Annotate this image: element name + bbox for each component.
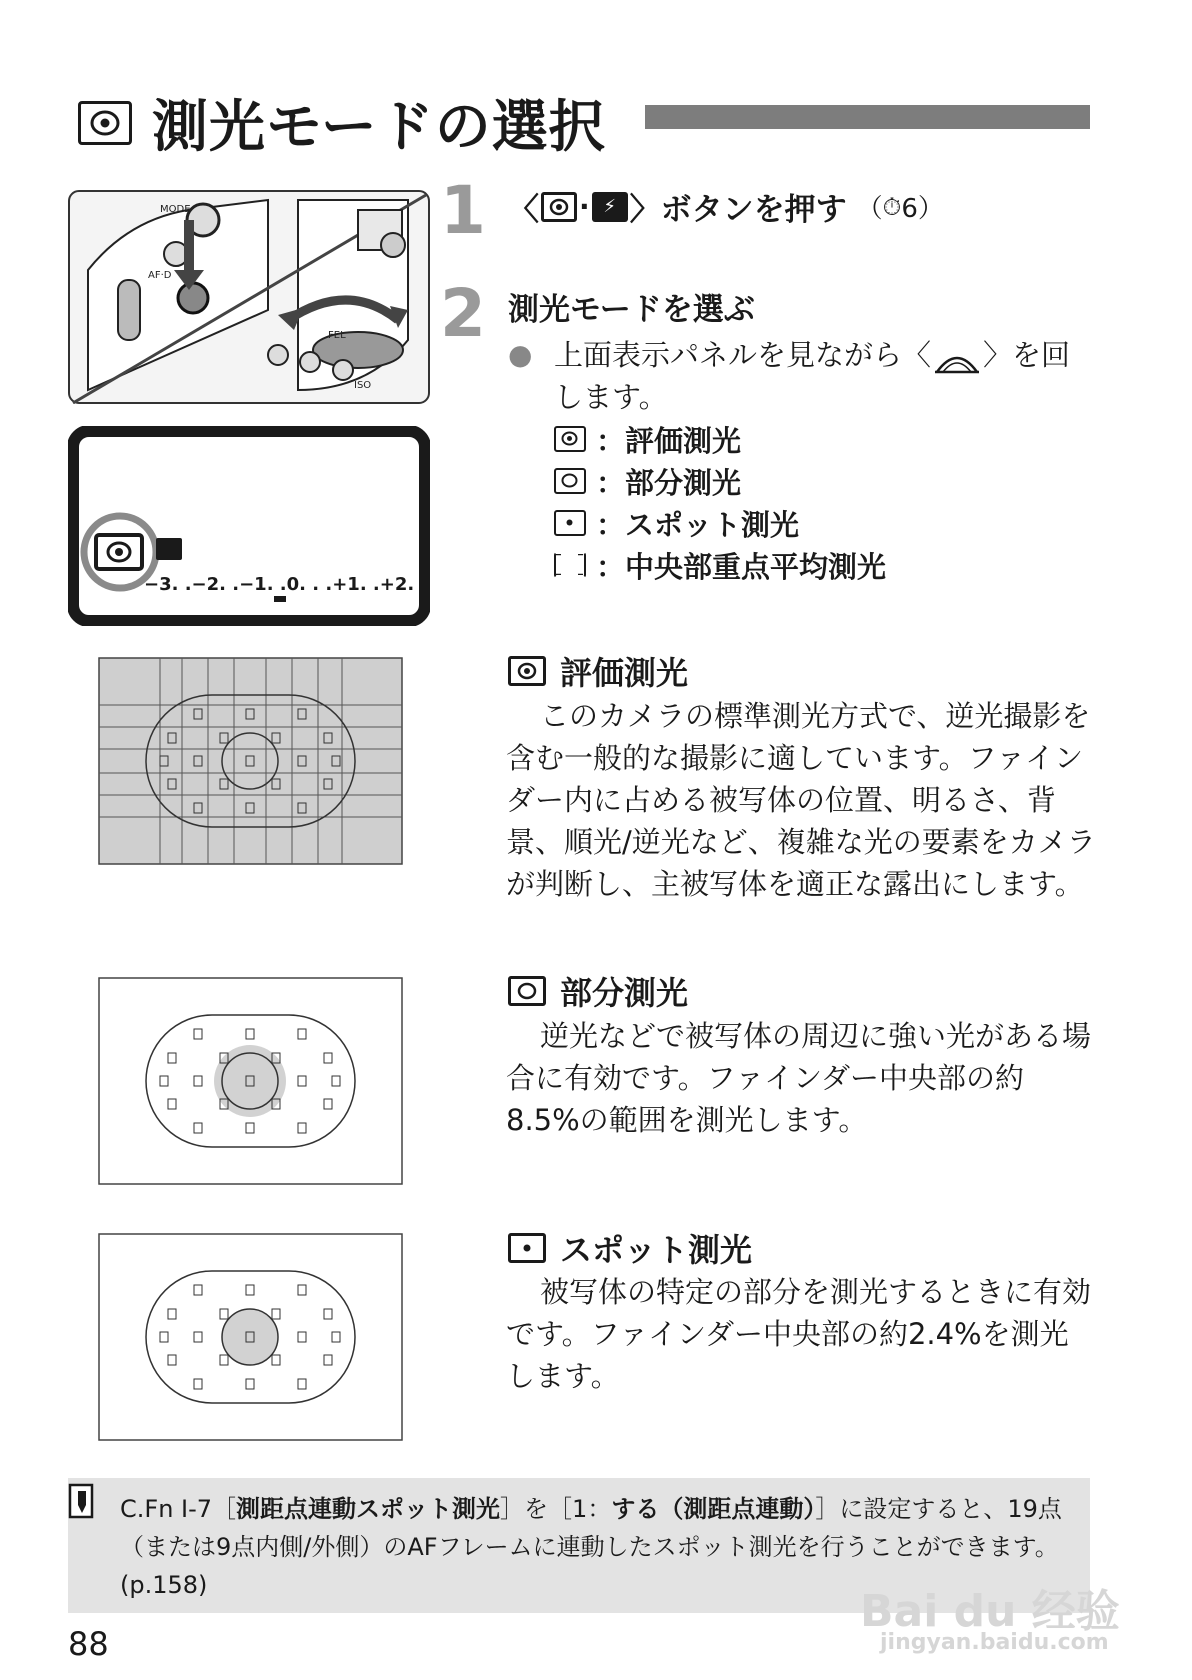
spot-metering-diagram (98, 1233, 403, 1441)
metering-mode-list (554, 418, 886, 586)
watermark-brand: Bai du 经验 (860, 1586, 1120, 1637)
section-spot-heading: スポット測光 (508, 1225, 752, 1271)
timer-icon: ⏱ (882, 192, 902, 221)
section-spot-text: 被写体の特定の部分を測光するときに有効です。ファインダー中央部の約2.4%を測光します。 (506, 1275, 1092, 1393)
mode-partial: ：部分測光 (554, 460, 886, 502)
note-pencil-icon (68, 1483, 100, 1521)
fel-label: FEL (328, 330, 346, 341)
step-1-number: 1 (440, 172, 486, 249)
lcd-panel-illustration (68, 426, 430, 626)
spot-metering-icon (554, 510, 586, 536)
bullet-icon: ● (508, 338, 533, 371)
section-partial-heading: 部分測光 (508, 968, 688, 1014)
afd-label: AF·D (148, 270, 172, 281)
partial-metering-icon (508, 976, 546, 1006)
page-title-row (78, 88, 606, 158)
evaluative-metering-icon (554, 426, 586, 452)
mode-evaluative: ：評価測光 (554, 418, 886, 460)
center-weighted-metering-icon (554, 552, 586, 578)
evaluative-metering-icon (508, 656, 546, 686)
exposure-scale: −3. .−2. .−1. .0. . .+1. .+2. .+3 (144, 574, 430, 595)
camera-top-illustration (68, 190, 430, 404)
step-2-number: 2 (440, 275, 486, 352)
spot-metering-icon (508, 1233, 546, 1263)
main-dial-icon (933, 343, 981, 367)
iso-label: ISO (354, 380, 372, 391)
page-title: 測光モードの選択 (152, 95, 606, 160)
mode-spot: ：スポット測光 (554, 502, 886, 544)
step-2-bullet: ● 上面表示パネルを見ながら〈 〉を回 します。 (508, 334, 1098, 418)
partial-metering-icon (554, 468, 586, 494)
section-evaluative-heading: 評価測光 (508, 648, 688, 694)
evaluative-metering-icon (541, 192, 577, 222)
page-number: 88 (68, 1625, 109, 1663)
partial-metering-diagram (98, 977, 403, 1185)
mode-center-weighted: ：中央部重点平均測光 (554, 544, 886, 586)
title-rule (645, 105, 1090, 129)
note-text: C.Fn Ⅰ-7［測距点連動スポット測光］を［1：する（測距点連動）］に設定すると、19点（または9点内側/外側）のAFフレームに連動したスポット測光を行うことができます。(p.158) (120, 1495, 1062, 1599)
step-2-instruction: 測光モードを選ぶ (508, 292, 755, 328)
evaluative-metering-icon (78, 101, 132, 145)
section-evaluative-text: このカメラの標準測光方式で、逆光撮影を含む一般的な撮影に適しています。ファインダー内に占める被写体の位置、明るさ、背景、順光/逆光など、複雑な光の要素をカメラが判断し、主被写体を適正な露出にします。 (506, 699, 1096, 901)
watermark-url: jingyan.baidu.com (880, 1630, 1109, 1655)
evaluative-metering-diagram (98, 657, 403, 865)
flash-exposure-comp-icon: ⚡ (592, 192, 628, 222)
section-partial-text: 逆光などで被写体の周辺に強い光がある場合に有効です。ファインダー中央部の約8.5%の範囲を測光します。 (506, 1019, 1092, 1137)
step-1-instruction: 〈 · ⚡ 〉ボタンを押す （ ⏱ 6） (508, 190, 944, 228)
mode-label: MODE (160, 204, 191, 215)
